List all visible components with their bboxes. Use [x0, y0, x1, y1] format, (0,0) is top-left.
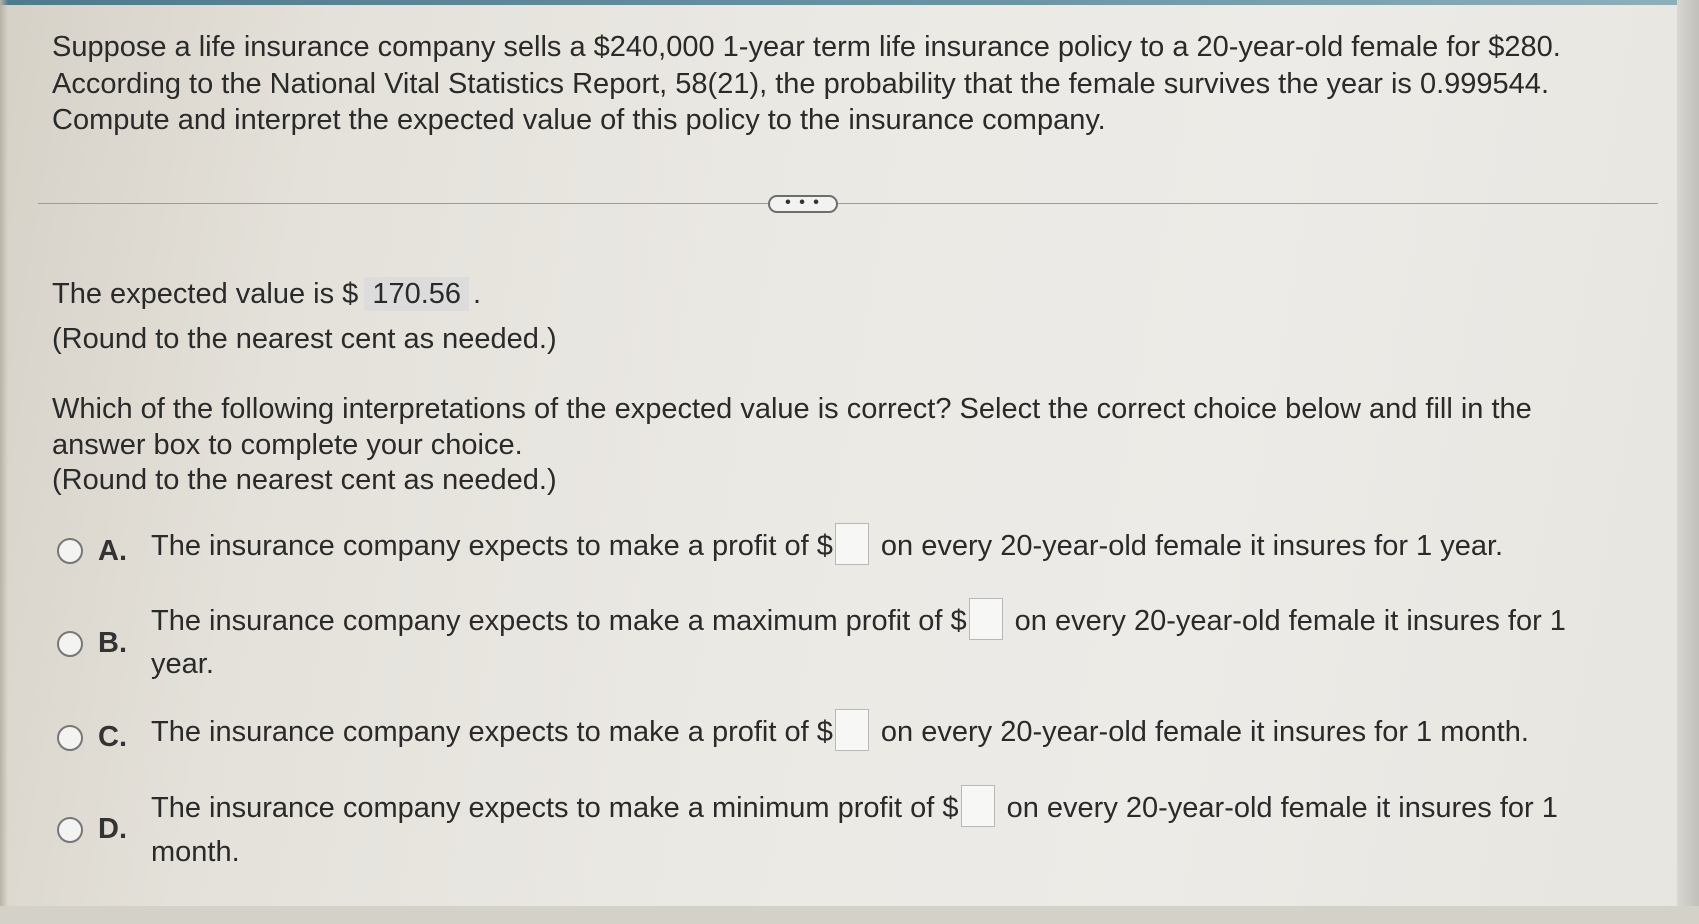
choice-c-answer-box[interactable] [835, 709, 869, 751]
choice-a-text [151, 529, 1503, 565]
question-line-2: According to the National Vital Statistics Report, 58(21), the probability that the female survives the year is 0.999544. [52, 68, 1549, 100]
choice-b-letter: B. [98, 627, 127, 659]
interpretation-line-1: Which of the following interpretations of the expected value is correct? Select the correct choice below and fill in the [52, 393, 1532, 425]
choice-d-text [151, 791, 1558, 827]
choice-d-radio[interactable] [57, 817, 83, 843]
choice-d-answer-box[interactable] [961, 785, 995, 827]
choice-d-letter: D. [98, 813, 127, 845]
expected-value-suffix: . [473, 278, 482, 310]
interpretation-line-3: (Round to the nearest cent as needed.) [52, 464, 557, 496]
choice-a-answer-box[interactable] [835, 523, 869, 565]
round-note: (Round to the nearest cent as needed.) [52, 323, 557, 355]
choice-c-after: on every 20-year-old female it insures for 1 month. [880, 716, 1529, 748]
choice-b-after: on every 20-year-old female it insures for 1 [1014, 605, 1566, 637]
choice-b-continuation: year. [151, 648, 214, 680]
choice-d-before: The insurance company expects to make a minimum profit of $ [151, 792, 959, 824]
show-more-button[interactable]: • • • [768, 195, 838, 213]
question-line-1: Suppose a life insurance company sells a $240,000 1-year term life insurance policy to a 20-year-old female for $280. [52, 31, 1561, 63]
expected-value-line [52, 277, 481, 311]
choice-d-after: on every 20-year-old female it insures for 1 [1006, 792, 1558, 824]
choice-c-before: The insurance company expects to make a profit of $ [151, 716, 833, 748]
choice-c-text [151, 715, 1529, 751]
choice-b-before: The insurance company expects to make a maximum profit of $ [151, 605, 967, 637]
section-divider [38, 203, 1658, 204]
question-line-3: Compute and interpret the expected value of this policy to the insurance company. [52, 104, 1106, 136]
choice-c-radio[interactable] [57, 725, 83, 751]
choice-c-letter: C. [98, 721, 127, 753]
choice-a-letter: A. [98, 535, 127, 567]
interpretation-line-2: answer box to complete your choice. [52, 429, 523, 461]
choice-a-after: on every 20-year-old female it insures for 1 year. [880, 530, 1504, 562]
choice-b-answer-box[interactable] [969, 598, 1003, 640]
expected-value-answer[interactable]: 170.56 [364, 277, 469, 311]
choice-b-text [151, 604, 1566, 640]
choice-d-continuation: month. [151, 836, 240, 868]
choice-a-radio[interactable] [57, 538, 83, 564]
choice-a-before: The insurance company expects to make a profit of $ [151, 530, 833, 562]
choice-b-radio[interactable] [57, 631, 83, 657]
expected-value-prefix: The expected value is $ [52, 278, 359, 310]
